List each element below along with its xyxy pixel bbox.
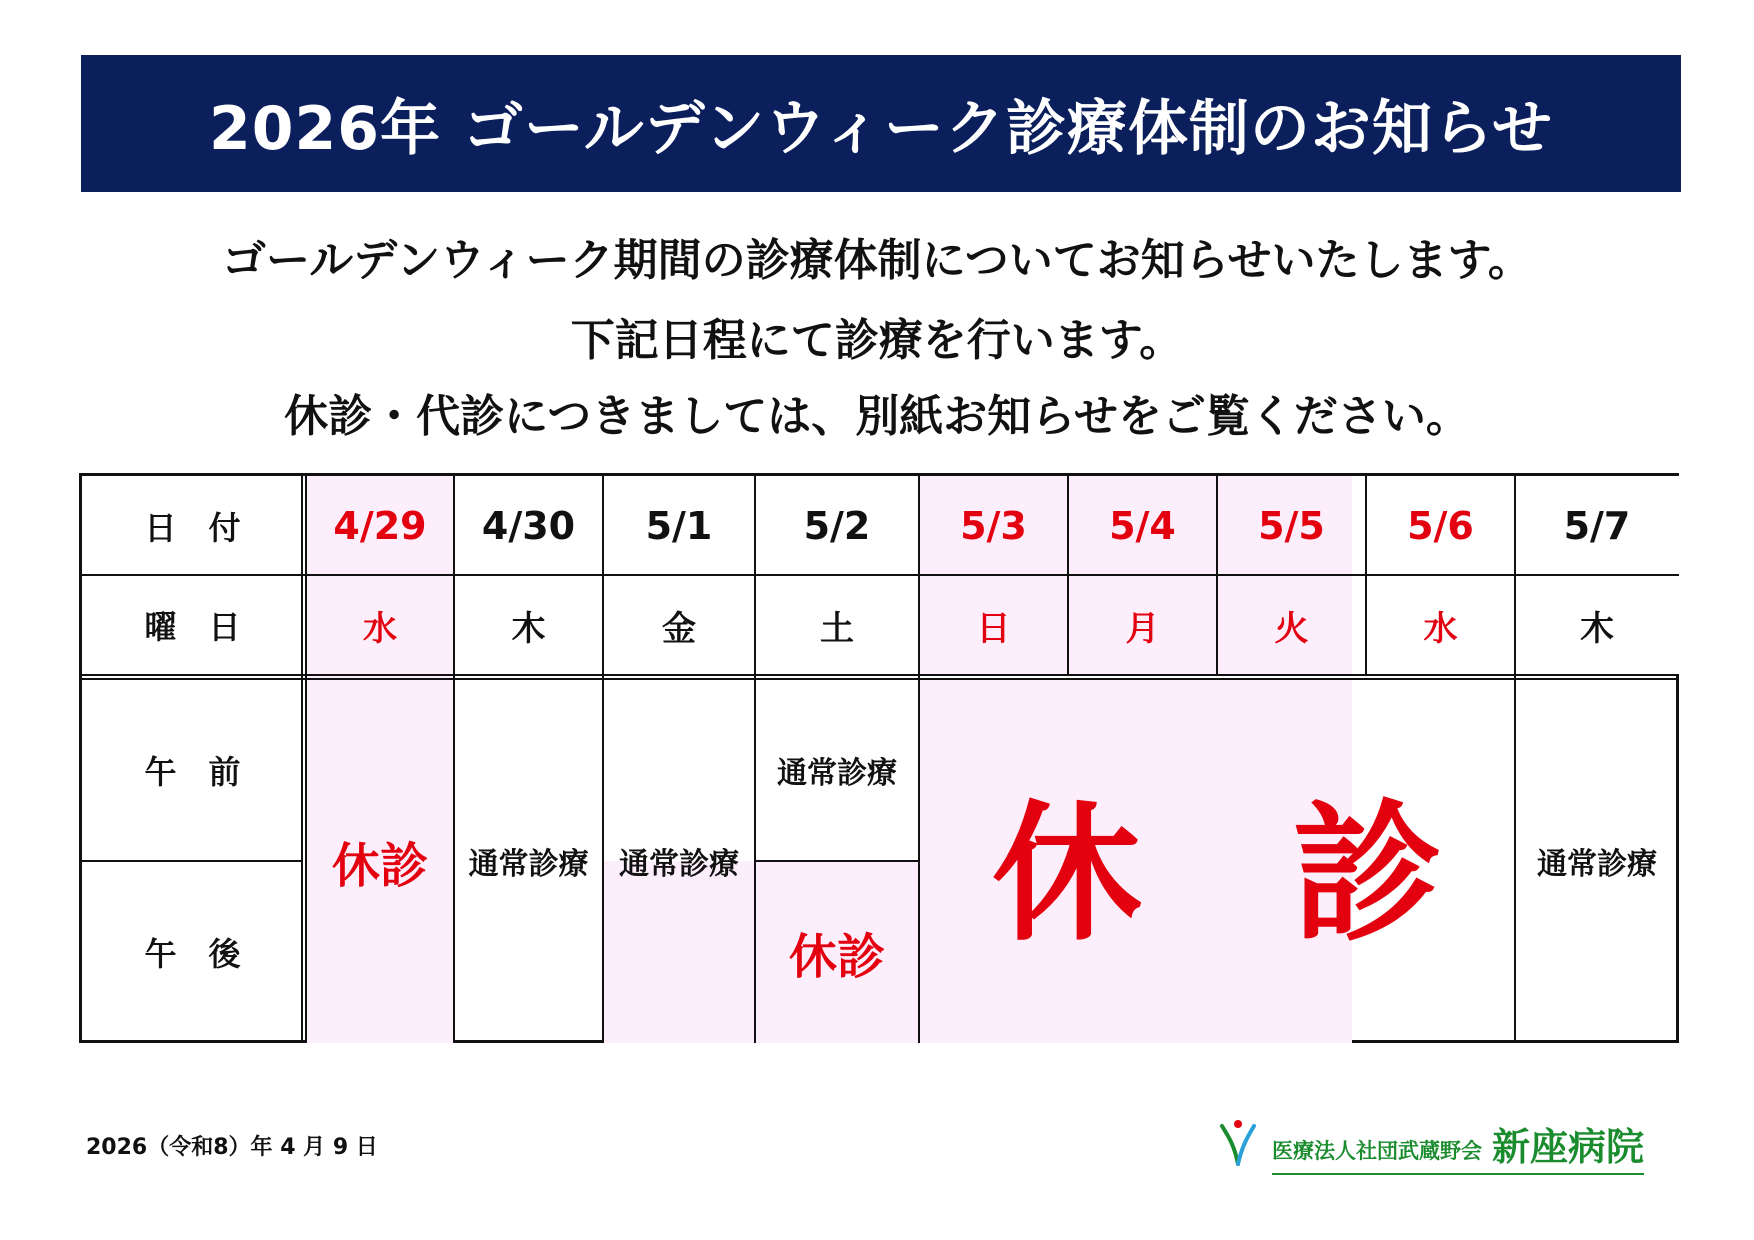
grid-line <box>754 860 920 862</box>
intro-line-3: 休診・代診につきましては、別紙お知らせをご覧ください。 <box>284 391 1470 442</box>
intro-line-1: ゴールデンウィーク期間の診療体制についてお知らせいたします。 <box>222 235 1532 286</box>
page-title: 2026年 ゴールデンウィーク診療体制のお知らせ <box>208 93 1554 164</box>
grid-line <box>82 678 1679 680</box>
date-cell: 5/1 <box>645 503 713 548</box>
weekday-cell: 木 <box>1515 575 1679 675</box>
date-cell: 5/2 <box>755 476 919 575</box>
closed-block-may3-6: 休 診 <box>991 788 1442 962</box>
title-banner <box>81 55 1681 192</box>
row-label-date: 日 付 <box>144 508 241 547</box>
grid-line <box>1514 476 1516 1043</box>
grid-line <box>305 476 307 1043</box>
date-cell: 5/3 <box>960 503 1027 548</box>
date-cell: 5/5 <box>1258 503 1325 548</box>
hospital-logo-icon <box>1218 1118 1258 1166</box>
intro-line-2: 下記日程にて診療を行います。 <box>570 315 1184 366</box>
weekday-cell: 水 <box>1423 608 1458 649</box>
date-cell: 4/29 <box>333 503 427 548</box>
weekday-cell: 木 <box>511 608 546 649</box>
grid-line <box>602 476 604 1043</box>
corporation-name: 医療法人社団武蔵野会 <box>1272 1139 1482 1163</box>
regular-cell-may1: 通常診療 <box>619 847 739 882</box>
issue-date: 2026（令和8）年 4 月 9 日 <box>86 1135 378 1160</box>
regular-cell-may2-am: 通常診療 <box>755 679 919 861</box>
grid-line <box>82 674 1679 676</box>
grid-line <box>82 574 1679 576</box>
date-cell: 5/7 <box>1515 476 1679 575</box>
row-label-weekday: 曜 日 <box>144 608 241 646</box>
regular-cell-may7: 通常診療 <box>1537 847 1657 882</box>
weekday-cell: 土 <box>755 575 919 675</box>
date-cell: 4/30 <box>481 503 576 548</box>
grid-line <box>918 476 920 1043</box>
grid-line <box>82 860 303 862</box>
weekday-cell: 金 <box>662 608 696 649</box>
weekday-cell: 月 <box>1125 608 1160 649</box>
schedule-table <box>79 473 1679 1043</box>
weekday-cell: 火 <box>1274 608 1309 649</box>
row-label-pm: 午 後 <box>144 935 241 973</box>
closed-cell-may2-pm: 休診 <box>788 928 885 985</box>
grid-line <box>754 476 756 1043</box>
row-label-am: 午 前 <box>144 753 241 791</box>
regular-cell-apr30: 通常診療 <box>468 847 589 882</box>
hospital-name: 新座病院 <box>1492 1125 1645 1169</box>
weekday-cell: 水 <box>363 608 397 649</box>
weekday-cell: 日 <box>976 608 1011 649</box>
hospital-signature <box>1272 1116 1644 1175</box>
grid-line <box>453 476 455 1043</box>
grid-line <box>301 476 303 1043</box>
closed-cell-apr29: 休診 <box>331 837 428 894</box>
date-cell: 5/4 <box>1109 503 1176 548</box>
date-cell: 5/6 <box>1407 503 1474 548</box>
